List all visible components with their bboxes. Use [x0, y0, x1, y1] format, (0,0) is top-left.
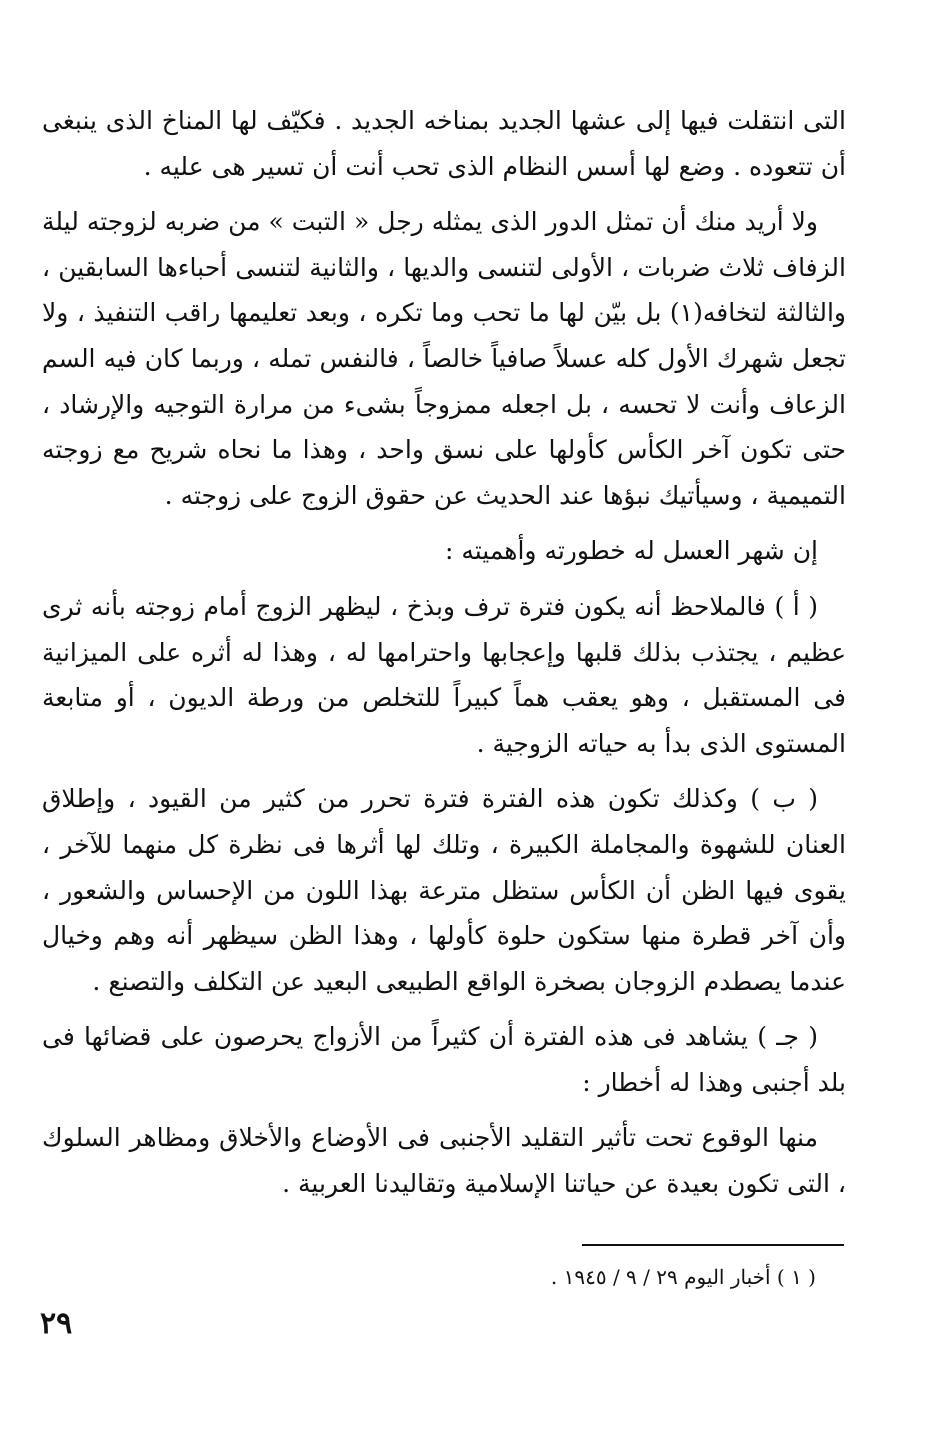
footnote-divider [582, 1244, 844, 1246]
footnote: ( ١ ) أخبار اليوم ٢٩ / ٩ / ١٩٤٥ . [550, 1265, 816, 1289]
paragraph-7: منها الوقوع تحت تأثير التقليد الأجنبى فى الأوضاع والأخلاق ومظاهر السلوك ، التى تكون بعيدة عن حياتنا الإسلامية وتقاليدنا العربية . [42, 1123, 846, 1199]
paragraph-4: ( أ ) فالملاحظ أنه يكون فترة ترف وبذخ ، ليظهر الزوج أمام زوجته بأنه ثرى عظيم ، يجتذب بذلك قلبها وإعجابها واحترامها له ، وهذا له أثره على الميزانية فى المستقبل ، وهو يعقب هماً كبيراً للتخلص من ورطة الديون ، أو متابعة المستوى الذى بدأ به حياته الزوجية . [42, 591, 846, 758]
page-number: ٢٩ [40, 1306, 73, 1341]
paragraph-5: ( ب ) وكذلك تكون هذه الفترة فترة تحرر من كثير من القيود ، وإطلاق العنان للشهوة والمجاملة الكبيرة ، وتلك لها أثرها فى نظرة كل منهما للآخر ، يقوى فيها الظن أن الكأس ستظل مترعة بهذا اللون من الإحساس والشعور ، وأن آخر قطرة منها ستكون حلوة كأولها ، وهذا الظن سيظهر أنه وهم وخيال عندما يصطدم الزوجان بصخرة الواقع الطبيعى البعيد عن التكلف والتصنع . [42, 784, 846, 996]
body-text [42, 98, 846, 1217]
paragraph-2: ولا أريد منك أن تمثل الدور الذى يمثله رجل « التبت » من ضربه لزوجته ليلة الزفاف ثلاث ضربات ، الأولى لتنسى والديها ، والثانية لتنسى أحباءها السابقين ، والثالثة لتخافه(١) بل بيّن لها ما تحب وما تكره ، وبعد تعليمها راقب التنفيذ ، ولا تجعل شهرك الأول كله عسلاً صافياً خالصاً ، فالنفس تمله ، وربما كان فيه السم الزعاف وأنت لا تحسه ، بل اجعله ممزوجاً بشىء من مرارة التوجيه والإرشاد ، حتى تكون آخر الكأس كأولها على نسق واحد ، وهذا ما نحاه شريح مع زوجته التميمية ، وسيأتيك نبؤها عند الحديث عن حقوق الزوج على زوجته . [42, 207, 846, 510]
paragraph-6: ( جـ ) يشاهد فى هذه الفترة أن كثيراً من الأزواج يحرصون على قضائها فى بلد أجنبى وهذا له أخطار : [42, 1022, 846, 1097]
paragraph-3: إن شهر العسل له خطورته وأهميته : [444, 536, 818, 566]
paragraph-1: التى انتقلت فيها إلى عشها الجديد بمناخه الجديد . فكيّف لها المناخ الذى ينبغى أن تتعوده . وضع لها أسس النظام الذى تحب أنت أن تسير هى عليه . [42, 106, 846, 181]
